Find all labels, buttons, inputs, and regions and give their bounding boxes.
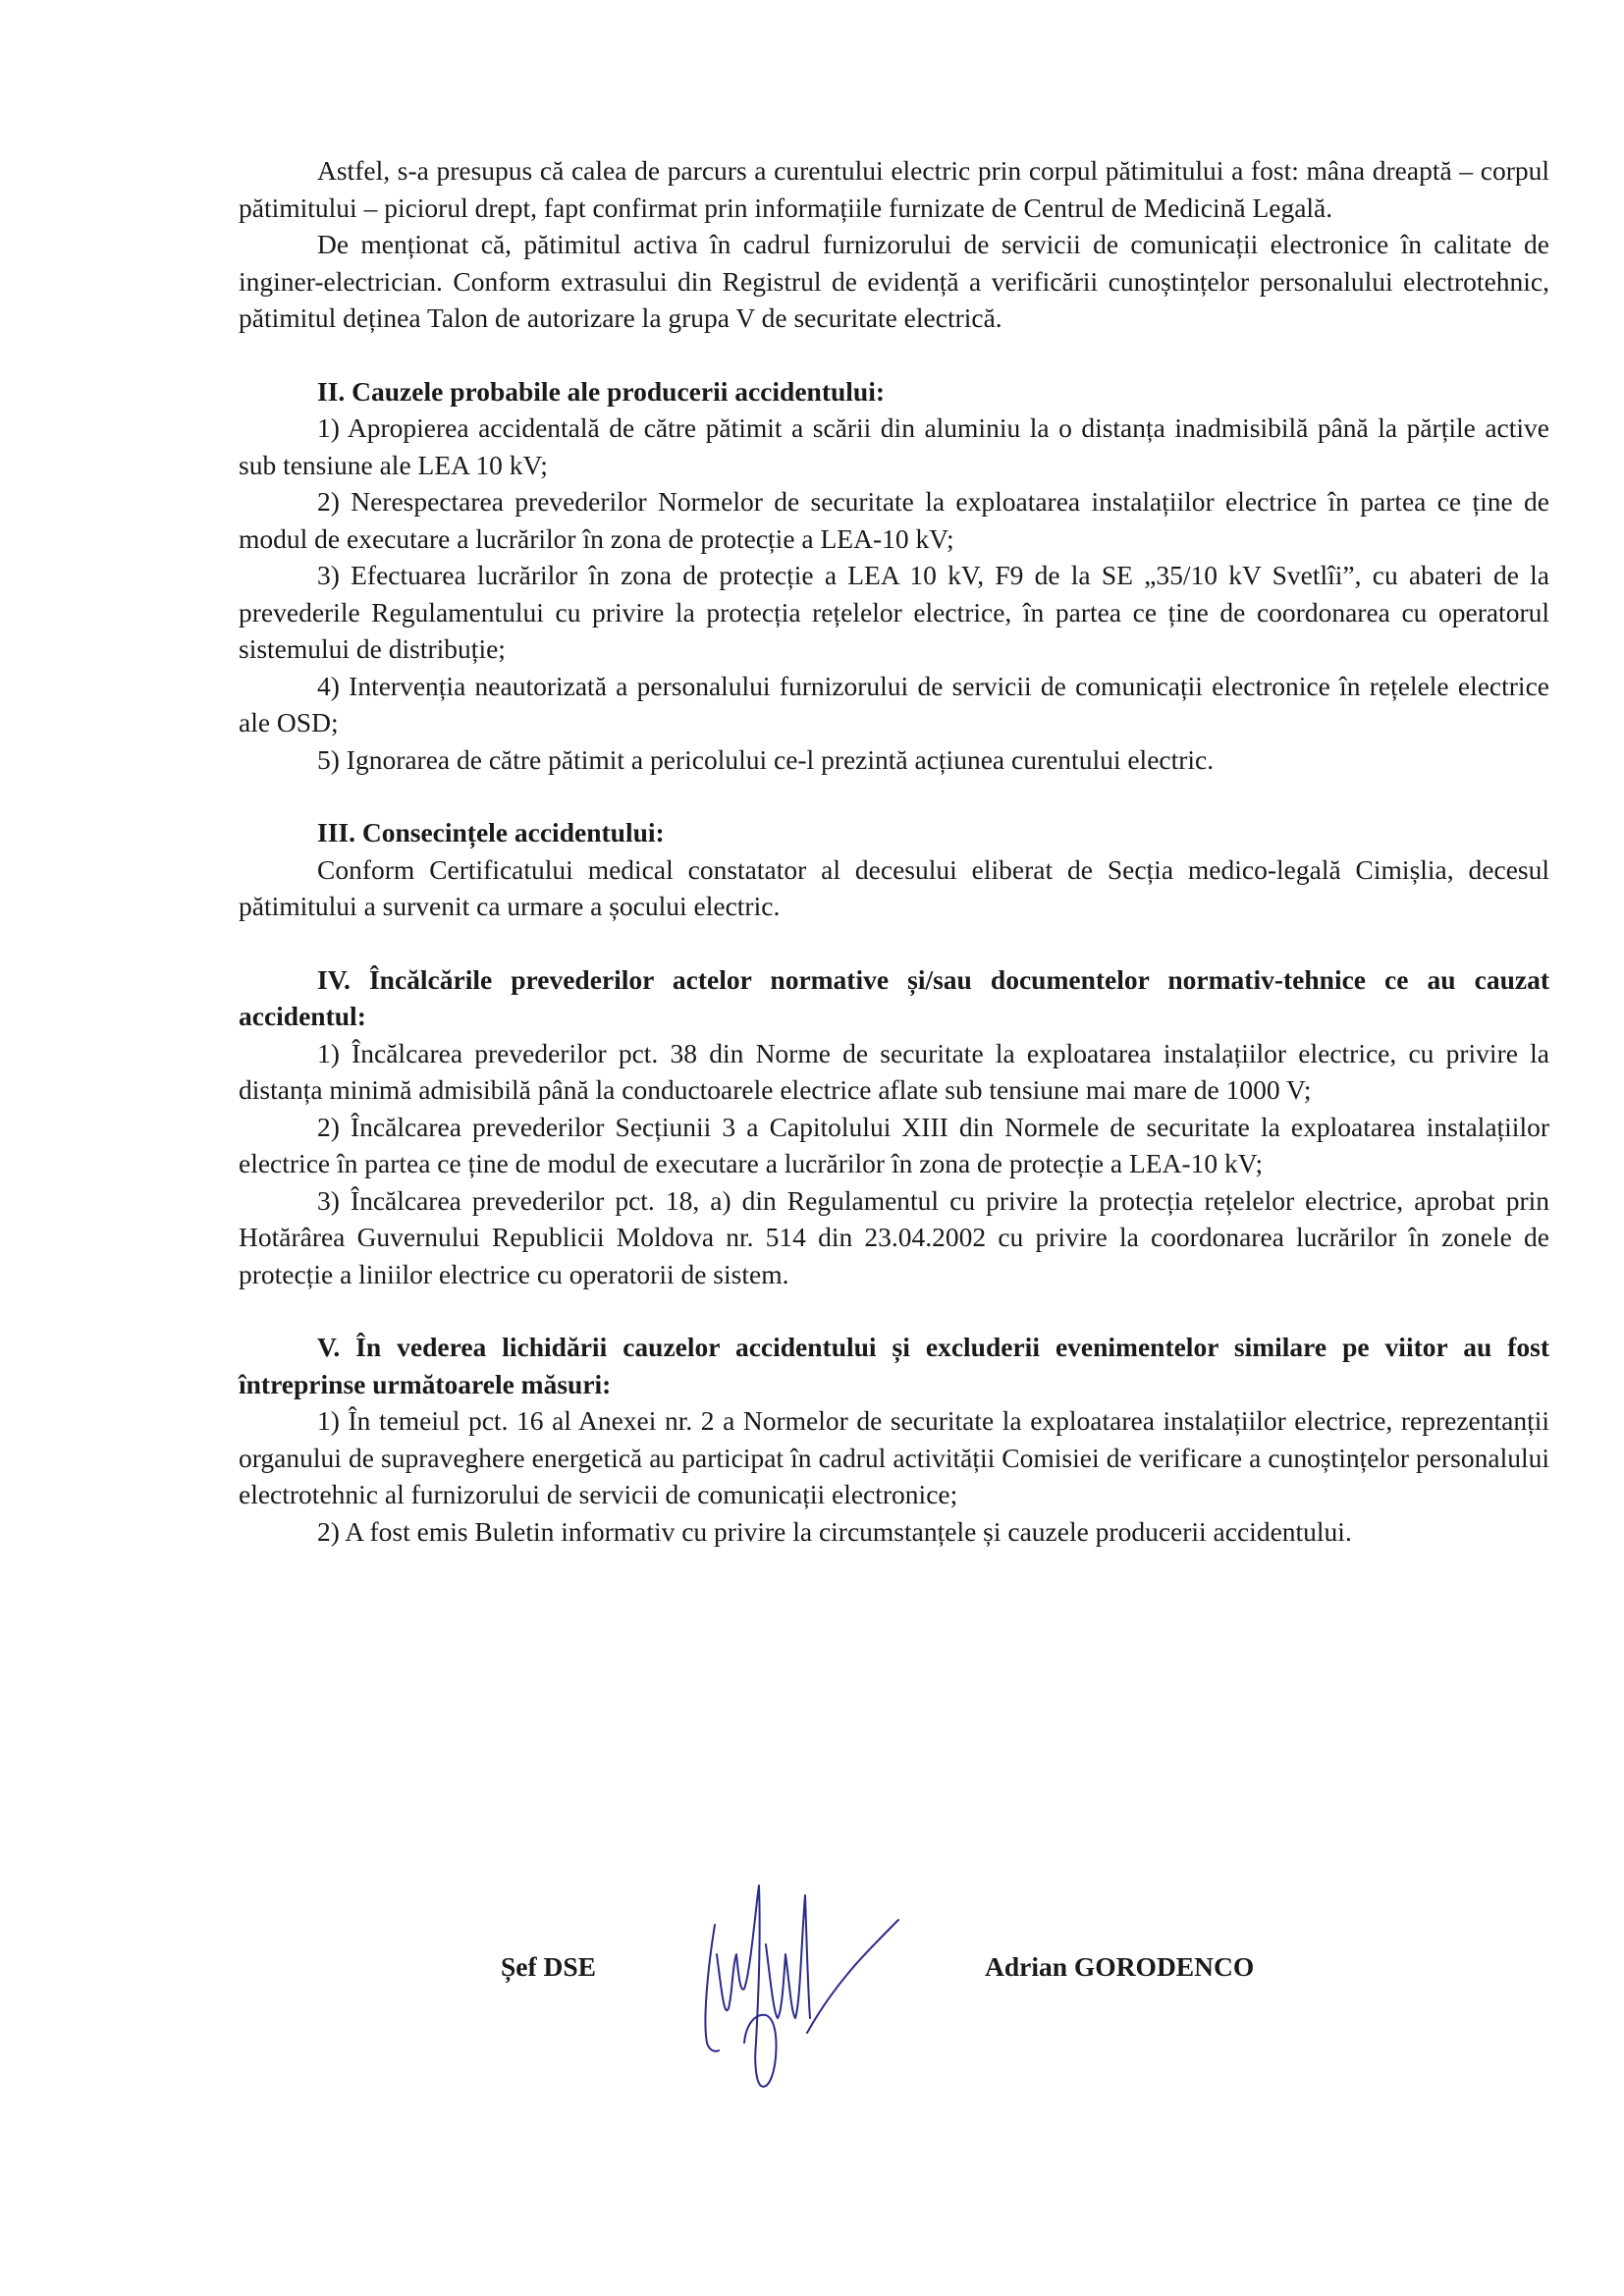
cause-item-4: 4) Intervenția neautorizată a personalului furnizorului de servicii de comunicații electronice în rețelele electrice ale OSD; <box>239 670 1549 738</box>
section-measures <box>239 1329 1549 1550</box>
handwritten-signature-icon <box>609 1846 943 2102</box>
violation-item-1: 1) Încălcarea prevederilor pct. 38 din Norme de securitate la exploatarea instalațiilor electrice, cu privire la distanța minimă admisibilă până la conductoarele electrice aflate sub tensiune mai mare de 1000 V; <box>239 1037 1549 1105</box>
measure-item-2: 2) A fost emis Buletin informativ cu privire la circumstanțele și cauzele producerii accidentului. <box>317 1515 1352 1547</box>
cause-item-1: 1) Apropierea accidentală de către pătimit a scării din aluminiu la o distanța inadmisibilă până la părțile active sub tensiune ale LEA 10 kV; <box>239 412 1549 480</box>
consequence-text: Conform Certificatului medical constatator al decesului eliberat de Secția medico-legală Cimișlia, decesul pătimitului a survenit ca urmare a șocului electric. <box>239 853 1549 921</box>
intro-paragraph-1: Astfel, s-a presupus că calea de parcurs a curentului electric prin corpul pătimitului a fost: mâna dreaptă – corpul pătimitului – piciorul drept, fapt confirmat prin informațiile furnizate de Centrul de Medicină Legală. <box>239 155 1549 223</box>
document-page <box>239 152 1549 1550</box>
violation-item-3: 3) Încălcarea prevederilor pct. 18, a) din Regulamentul cu privire la protecția rețelelor electrice, aprobat prin Hotărârea Guvernului Republicii Moldova nr. 514 din 23.04.2002 cu privire la coordonarea lucrărilor în zonele de protecție a liniilor electrice cu operatorii de sistem. <box>239 1184 1549 1289</box>
cause-item-2: 2) Nerespectarea prevederilor Normelor de securitate la exploatarea instalațiilor electrice în partea ce ține de modul de executare a lucrărilor în zona de protecție a LEA-10 kV; <box>239 486 1549 554</box>
section-heading-violations: IV. Încălcările prevederilor actelor normative și/sau documentelor normativ-tehnice ce au cauzat accidentul: <box>239 963 1549 1031</box>
section-consequences <box>239 814 1549 925</box>
signatory-name: Adrian GORODENCO <box>985 1951 1255 1982</box>
violation-item-2: 2) Încălcarea prevederilor Secțiunii 3 a Capitolului XIII din Normele de securitate la exploatarea instalațiilor electrice în partea ce ține de modul de executare a lucrărilor în zona de protecție a LEA-10 kV; <box>239 1111 1549 1178</box>
measure-item-1: 1) În temeiul pct. 16 al Anexei nr. 2 a Normelor de securitate la exploatarea instalațiilor electrice, reprezentanții organului de supraveghere energetică au participat în cadrul activității Comisiei de verificare a cunoștințelor personalului electrotehnic al furnizorului de servicii de comunicații electronice; <box>239 1405 1549 1509</box>
section-heading-causes: II. Cauzele probabile ale producerii accidentului: <box>317 375 886 407</box>
intro-block <box>239 152 1549 337</box>
section-heading-consequences: III. Consecințele accidentului: <box>317 817 665 847</box>
intro-paragraph-2: De menționat că, pătimitul activa în cadrul furnizorului de servicii de comunicații electronice în calitate de inginer-electrician. Conform extrasului din Registrul de evidență a verificării cunoștințelor personalului electrotehnic, pătimitul deținea Talon de autorizare la grupa V de securitate electrică. <box>239 229 1549 333</box>
signature-block <box>0 1846 1624 2102</box>
signatory-title: Șef DSE <box>501 1951 597 1982</box>
section-causes <box>239 373 1549 779</box>
cause-item-3: 3) Efectuarea lucrărilor în zona de protecție a LEA 10 kV, F9 de la SE „35/10 kV Svetlîi”, cu abateri de la prevederile Regulamentului cu privire la protecția rețelelor electrice, în partea ce ține de coordonarea cu operatorul sistemului de distribuție; <box>239 560 1549 664</box>
section-heading-measures: V. În vederea lichidării cauzelor accidentului și excluderii evenimentelor similare pe viitor au fost întreprinse următoarele măsuri: <box>239 1332 1549 1399</box>
cause-item-5: 5) Ignorarea de către pătimit a pericolului ce-l prezintă acțiunea curentului electric. <box>317 743 1215 775</box>
section-violations <box>239 961 1549 1293</box>
